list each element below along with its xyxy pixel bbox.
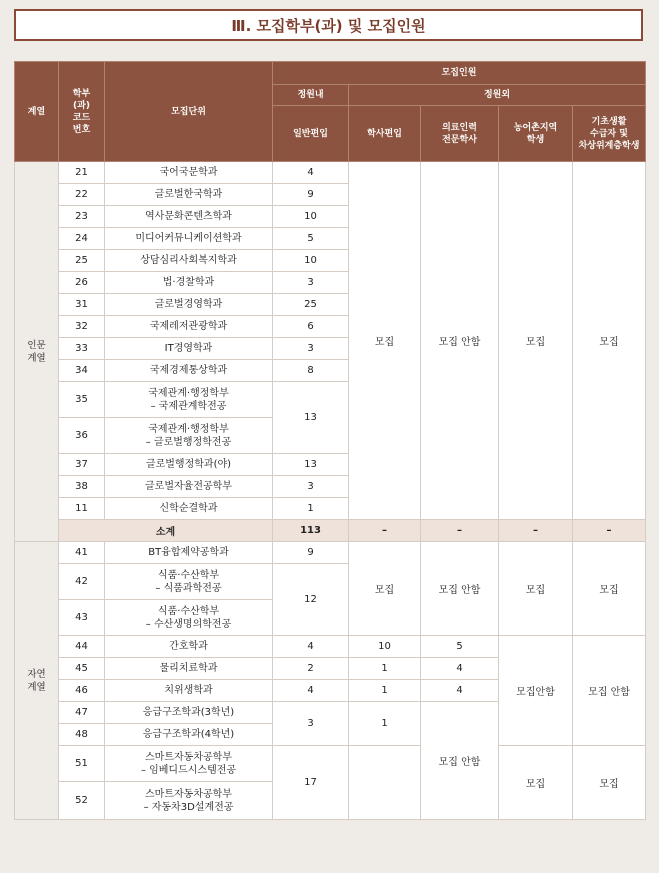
header-general: 일반편입 [273,106,349,162]
unit-cell: 국제경제통상학과 [105,360,273,382]
subtotal-label: 소계 [59,520,273,542]
header-unit: 모집단위 [105,62,273,162]
unit-cell: 글로벌자율전공학부 [105,476,273,498]
unit-cell: 역사문화콘텐츠학과 [105,206,273,228]
header-within: 정원내 [273,85,349,106]
subtotal-general: 113 [273,520,349,542]
code-cell: 45 [59,658,105,680]
unit-cell: 글로벌행정학과(야) [105,454,273,476]
code-cell: 11 [59,498,105,520]
general-cell: 4 [273,636,349,658]
header-field: 계열 [15,62,59,162]
code-cell: 36 [59,418,105,454]
bachelor-cell [349,746,421,820]
general-cell: 13 [273,454,349,476]
general-cell: 3 [273,702,349,746]
code-cell: 35 [59,382,105,418]
general-cell: 10 [273,206,349,228]
header-basic: 기초생활 수급자 및 차상위계층학생 [573,106,646,162]
table-row [15,636,646,658]
subtotal-dash: – [421,520,499,542]
unit-cell: 국제레저관광학과 [105,316,273,338]
unit-cell: 스마트자동차공학부 – 임베디드시스템전공 [105,746,273,782]
general-cell: 9 [273,542,349,564]
general-cell: 1 [273,498,349,520]
header-recruit: 모집인원 [273,62,646,85]
code-cell: 41 [59,542,105,564]
header-rural: 농어촌지역 학생 [499,106,573,162]
basic-cell: 모집 [573,542,646,636]
code-cell: 48 [59,724,105,746]
medical-cell: 모집 안함 [421,702,499,820]
general-cell: 13 [273,382,349,454]
unit-cell: 물리치료학과 [105,658,273,680]
general-cell: 6 [273,316,349,338]
basic-cell: 모집 [573,162,646,520]
medical-cell: 4 [421,680,499,702]
subtotal-dash: – [349,520,421,542]
basic-cell: 모집 [573,746,646,820]
code-cell: 31 [59,294,105,316]
bachelor-cell: 1 [349,658,421,680]
medical-cell: 모집 안함 [421,542,499,636]
code-cell: 21 [59,162,105,184]
rural-cell: 모집 [499,162,573,520]
unit-cell: 국제관계·행정학부 – 글로벌행정학전공 [105,418,273,454]
general-cell: 3 [273,338,349,360]
general-cell: 4 [273,680,349,702]
header-outside: 정원외 [349,85,646,106]
code-cell: 34 [59,360,105,382]
unit-cell: BT융합제약공학과 [105,542,273,564]
table-row [15,542,646,564]
general-cell: 9 [273,184,349,206]
unit-cell: 국제관계·행정학부 – 국제관계학전공 [105,382,273,418]
unit-cell: 글로벌한국학과 [105,184,273,206]
general-cell: 3 [273,272,349,294]
general-cell: 25 [273,294,349,316]
code-cell: 26 [59,272,105,294]
page-title: Ⅲ. 모집학부(과) 및 모집인원 [14,9,643,41]
code-cell: 33 [59,338,105,360]
medical-cell: 5 [421,636,499,658]
unit-cell: 국어국문학과 [105,162,273,184]
code-cell: 47 [59,702,105,724]
header-code: 학부 (과) 코드 번호 [59,62,105,162]
unit-cell: 응급구조학과(3학년) [105,702,273,724]
unit-cell: 식품·수산학부 – 수산생명의학전공 [105,600,273,636]
rural-cell: 모집 [499,746,573,820]
general-cell: 17 [273,746,349,820]
recruitment-table [14,61,646,820]
code-cell: 42 [59,564,105,600]
code-cell: 37 [59,454,105,476]
unit-cell: 미디어커뮤니케이션학과 [105,228,273,250]
code-cell: 32 [59,316,105,338]
bachelor-cell: 1 [349,680,421,702]
unit-cell: 신학순결학과 [105,498,273,520]
unit-cell: 글로벌경영학과 [105,294,273,316]
unit-cell: 치위생학과 [105,680,273,702]
unit-cell: 응급구조학과(4학년) [105,724,273,746]
general-cell: 12 [273,564,349,636]
table-row [15,520,646,542]
bachelor-cell: 1 [349,702,421,746]
general-cell: 5 [273,228,349,250]
table-row [15,162,646,184]
subtotal-dash: – [499,520,573,542]
unit-cell: 간호학과 [105,636,273,658]
bachelor-cell: 10 [349,636,421,658]
general-cell: 10 [273,250,349,272]
header-medical: 의료인력 전문학사 [421,106,499,162]
unit-cell: 스마트자동차공학부 – 자동차3D설계전공 [105,782,273,820]
group-science: 자연 계열 [15,542,59,820]
code-cell: 46 [59,680,105,702]
group-humanities: 인문 계열 [15,162,59,542]
code-cell: 44 [59,636,105,658]
code-cell: 38 [59,476,105,498]
general-cell: 2 [273,658,349,680]
basic-cell: 모집 안함 [573,636,646,746]
header-bachelor: 학사편입 [349,106,421,162]
code-cell: 24 [59,228,105,250]
code-cell: 52 [59,782,105,820]
general-cell: 8 [273,360,349,382]
bachelor-cell: 모집 [349,162,421,520]
rural-cell: 모집 [499,542,573,636]
medical-cell: 4 [421,658,499,680]
code-cell: 22 [59,184,105,206]
unit-cell: 법·경찰학과 [105,272,273,294]
code-cell: 43 [59,600,105,636]
general-cell: 4 [273,162,349,184]
unit-cell: 식품·수산학부 – 식품과학전공 [105,564,273,600]
unit-cell: IT경영학과 [105,338,273,360]
bachelor-cell: 모집 [349,542,421,636]
medical-cell: 모집 안함 [421,162,499,520]
rural-cell: 모집안함 [499,636,573,746]
code-cell: 23 [59,206,105,228]
unit-cell: 상담심리사회복지학과 [105,250,273,272]
table-row [15,746,646,782]
general-cell: 3 [273,476,349,498]
subtotal-dash: – [573,520,646,542]
code-cell: 25 [59,250,105,272]
code-cell: 51 [59,746,105,782]
